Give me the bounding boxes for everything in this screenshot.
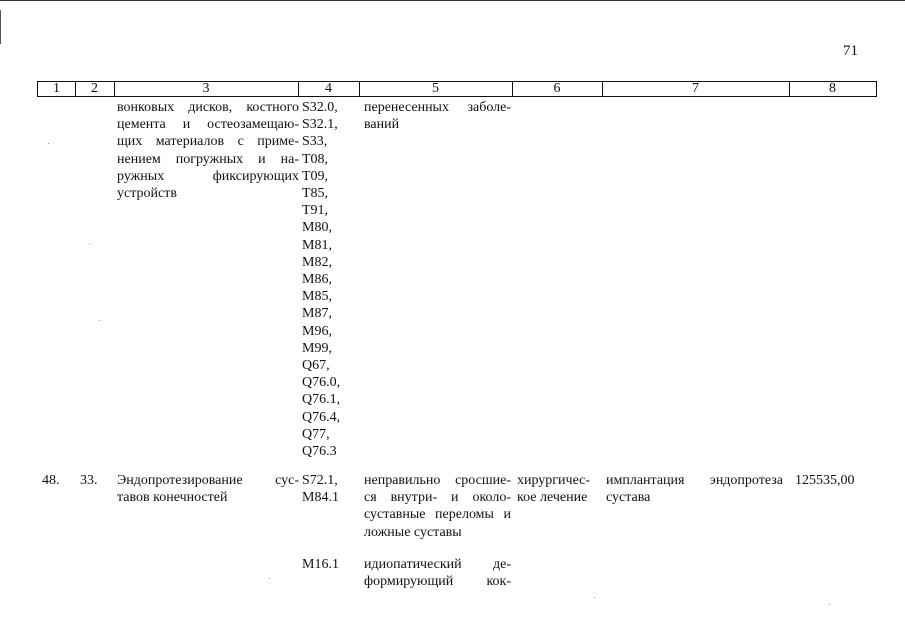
scan-speck	[89, 243, 90, 244]
treatment-method: имплантация эндопротеза сустава	[606, 473, 783, 506]
diagnosis-text-second: идиопатический де- формирующий кок-	[364, 557, 511, 590]
icd-codes: S72.1, M84.1	[302, 473, 339, 506]
treatment-type: хирургичес- кое лечение	[517, 473, 591, 506]
left-edge-mark	[0, 10, 1, 44]
header-col-8: 8	[829, 81, 836, 96]
header-col-2: 2	[91, 81, 98, 96]
cost-value: 125535,00	[795, 473, 855, 488]
top-border-line	[0, 0, 905, 1]
header-col-1: 1	[53, 81, 60, 96]
diagnosis-text: неправильно сросшие- ся внутри- и около- суставные переломы и ложные суставы	[364, 473, 511, 540]
header-col-4: 4	[325, 81, 332, 96]
header-col-7: 7	[692, 81, 699, 96]
page-number: 71	[843, 43, 858, 59]
scan-speck	[269, 578, 270, 579]
header-col-6: 6	[553, 81, 561, 96]
continued-diagnosis-text: перенесенных заболе- ваний	[364, 100, 511, 133]
scan-speck	[829, 604, 830, 605]
header-col-3: 3	[202, 81, 210, 96]
table-header-row	[37, 81, 877, 97]
group-number: 33.	[80, 473, 98, 488]
scan-speck	[99, 320, 100, 321]
scan-speck	[48, 143, 49, 144]
header-col-5: 5	[432, 81, 439, 96]
procedure-name: Эндопротезирование сус- тавов конечностей	[117, 473, 299, 506]
continued-icd-codes: S32.0, S32.1, S33, T08, T09, T85, T91, M80, M81, M82, M86, M85, M87, M96, M99, Q67, Q76.0, Q76.1, Q76.4, Q77, Q76.3	[302, 100, 341, 460]
continued-procedure-text: вонковых дисков, костного цемента и остеозамещаю- щих материалов с приме- нением погружных и на- ружных фиксирующих устройств	[117, 100, 299, 202]
icd-code-second: M16.1	[302, 557, 339, 572]
row-number: 48.	[42, 473, 60, 488]
scan-speck	[594, 597, 595, 598]
